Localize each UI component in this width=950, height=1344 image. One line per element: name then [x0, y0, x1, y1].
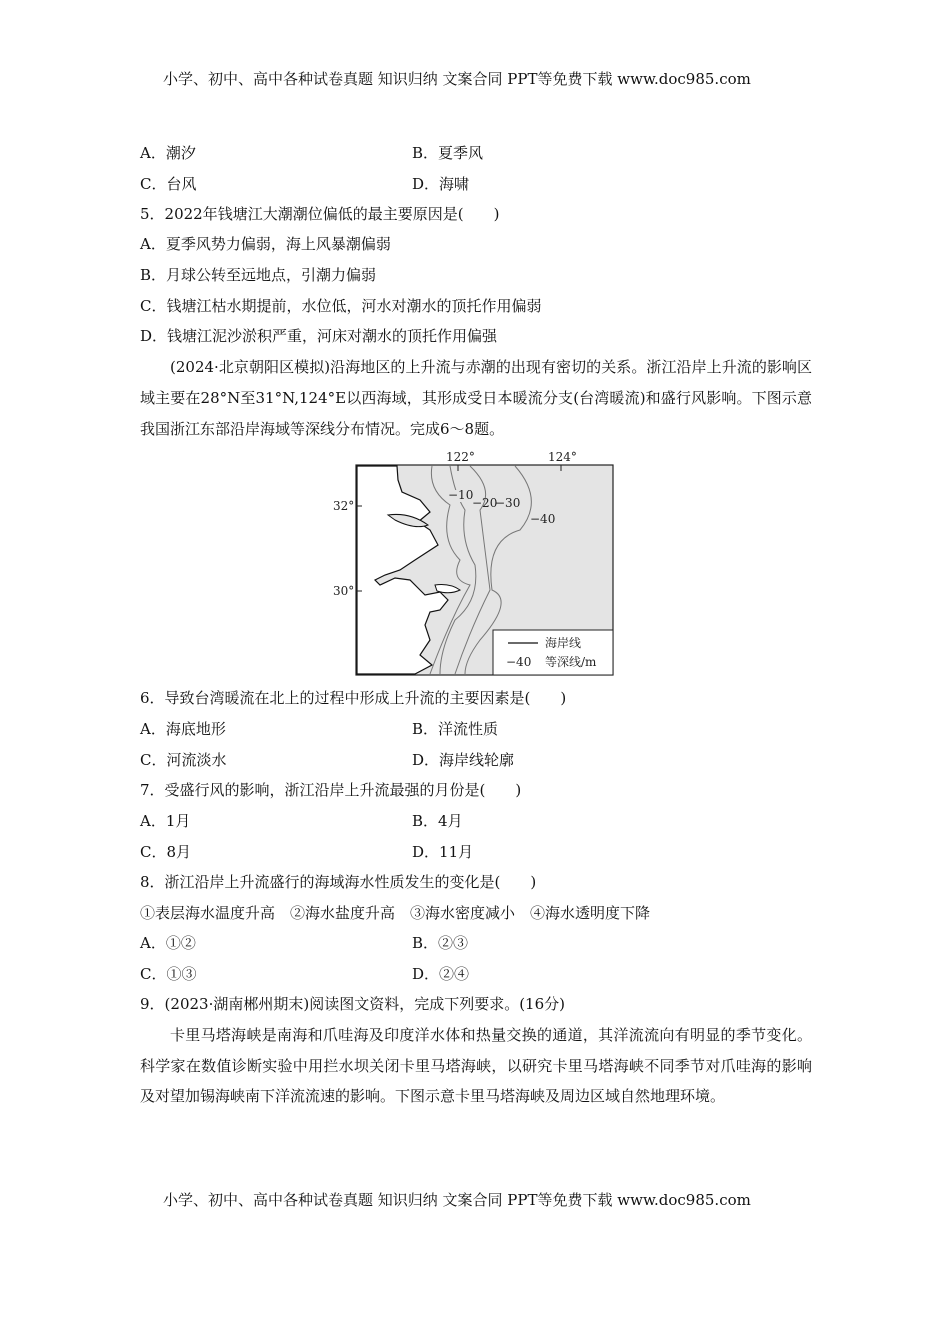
q6-option-b: B．洋流性质	[412, 720, 499, 738]
legend-depth-sample: −40	[506, 655, 532, 669]
q5-option-c: C．钱塘江枯水期提前，水位低，河水对潮水的顶托作用偏弱	[140, 297, 542, 315]
lon-122-label: 122°	[446, 450, 475, 464]
bathymetry-map	[330, 445, 620, 680]
q8-items: ①表层海水温度升高 ②海水盐度升高 ③海水密度减小 ④海水透明度下降	[140, 904, 651, 922]
q5-option-d: D．钱塘江泥沙淤积严重，河床对潮水的顶托作用偏强	[140, 327, 498, 345]
lon-124-label: 124°	[548, 450, 577, 464]
q7-option-a: A．1月	[140, 812, 191, 830]
lat-32-label: 32°	[333, 499, 355, 513]
q7-option-c: C．8月	[140, 843, 192, 861]
q5-option-a: A．夏季风势力偏弱，海上风暴潮偏弱	[140, 235, 391, 253]
q8-option-c: C．①③	[140, 965, 197, 983]
option-a: A．潮汐	[140, 144, 196, 162]
passage-zhejiang: (2024·北京朝阳区模拟)沿海地区的上升流与赤潮的出现有密切的关系。浙江沿岸上升流的影响区域主要在28°N至31°N,124°E以西海域，其形成受日本暖流分支(台湾暖流)和盛行风影响。下图示意我国浙江东部沿岸海域等深线分布情况。完成6～8题。	[140, 358, 812, 438]
depth-label-40: −40	[530, 512, 556, 526]
option-d: D．海啸	[412, 175, 470, 193]
q8-option-d: D．②④	[412, 965, 470, 983]
option-c: C．台风	[140, 175, 197, 193]
q6-option-d: D．海岸线轮廓	[412, 751, 515, 769]
q7-option-d: D．11月	[412, 843, 474, 861]
legend-coastline: 海岸线	[545, 636, 582, 650]
page-footer: 小学、初中、高中各种试卷真题 知识归纳 文案合同 PPT等免费下载 www.doc985.com	[163, 1191, 751, 1209]
q6-option-c: C．河流淡水	[140, 751, 227, 769]
q7-stem: 7．受盛行风的影响，浙江沿岸上升流最强的月份是( )	[140, 781, 522, 799]
option-b: B．夏季风	[412, 144, 484, 162]
passage-karimata: 卡里马塔海峡是南海和爪哇海及印度洋水体和热量交换的通道，其洋流流向有明显的季节变化。科学家在数值诊断实验中用拦水坝关闭卡里马塔海峡，以研究卡里马塔海峡不同季节对爪哇海的影响及对望加锡海峡南下洋流流速的影响。下图示意卡里马塔海峡及周边区域自然地理环境。	[140, 1026, 812, 1105]
depth-label-10: −10	[448, 488, 474, 502]
lat-30-label: 30°	[333, 584, 355, 598]
q5-option-b: B．月球公转至远地点，引潮力偏弱	[140, 266, 377, 284]
q8-option-a: A．①②	[140, 934, 196, 952]
q8-stem: 8．浙江沿岸上升流盛行的海域海水性质发生的变化是( )	[140, 873, 537, 891]
q7-option-b: B．4月	[412, 812, 463, 830]
q8-option-b: B．②③	[412, 934, 469, 952]
q6-option-a: A．海底地形	[140, 720, 226, 738]
map-legend	[493, 630, 613, 675]
depth-label-20: −20	[472, 496, 498, 510]
legend-isobath: 等深线/m	[545, 655, 597, 669]
q9-stem: 9．(2023·湖南郴州期末)阅读图文资料，完成下列要求。(16分)	[140, 995, 565, 1013]
q5-stem: 5．2022年钱塘江大潮潮位偏低的最主要原因是( )	[140, 205, 500, 223]
page-header: 小学、初中、高中各种试卷真题 知识归纳 文案合同 PPT等免费下载 www.doc985.com	[163, 70, 751, 88]
depth-label-30: −30	[495, 496, 521, 510]
q6-stem: 6．导致台湾暖流在北上的过程中形成上升流的主要因素是( )	[140, 689, 567, 707]
